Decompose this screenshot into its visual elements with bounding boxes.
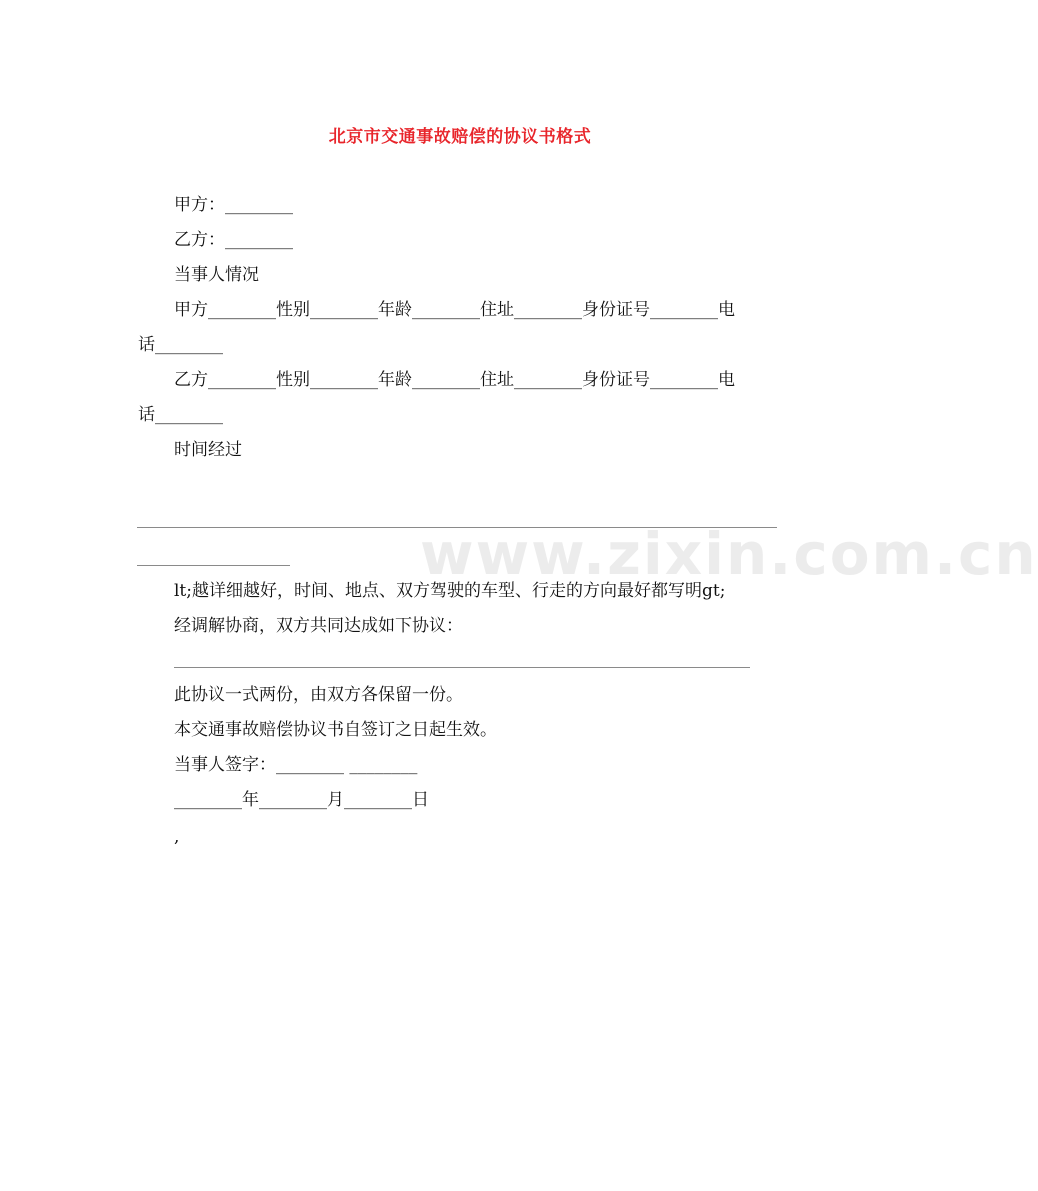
party-b-details-line2: 话________ bbox=[138, 405, 223, 425]
agreement-rule bbox=[174, 667, 750, 668]
parties-heading: 当事人情况 bbox=[174, 265, 259, 285]
detail-note: lt;越详细越好，时间、地点、双方驾驶的车型、行走的方向最好都写明gt; bbox=[174, 581, 726, 601]
time-process-heading: 时间经过 bbox=[174, 440, 242, 460]
blank-rule-short bbox=[137, 565, 290, 566]
party-a-details-line2: 话________ bbox=[138, 335, 223, 355]
mediation-statement: 经调解协商，双方共同达成如下协议： bbox=[174, 616, 463, 636]
blank-rule-long bbox=[137, 527, 777, 528]
trailing-mark: , bbox=[174, 827, 180, 847]
party-b-line: 乙方：________ bbox=[174, 230, 293, 250]
watermark: www.zixin.com.cn bbox=[420, 520, 1038, 588]
signature-line: 当事人签字：________ ________ bbox=[174, 755, 418, 775]
document-title: 北京市交通事故赔偿的协议书格式 bbox=[328, 127, 592, 147]
party-b-details-line1: 乙方________性别________年龄________住址________身份证号________电 bbox=[174, 370, 735, 390]
effective-statement: 本交通事故赔偿协议书自签订之日起生效。 bbox=[174, 720, 497, 740]
date-line: ________年________月________日 bbox=[174, 790, 429, 810]
party-a-line: 甲方：________ bbox=[174, 195, 293, 215]
copies-statement: 此协议一式两份，由双方各保留一份。 bbox=[174, 685, 463, 705]
party-a-details-line1: 甲方________性别________年龄________住址________身份证号________电 bbox=[174, 300, 735, 320]
